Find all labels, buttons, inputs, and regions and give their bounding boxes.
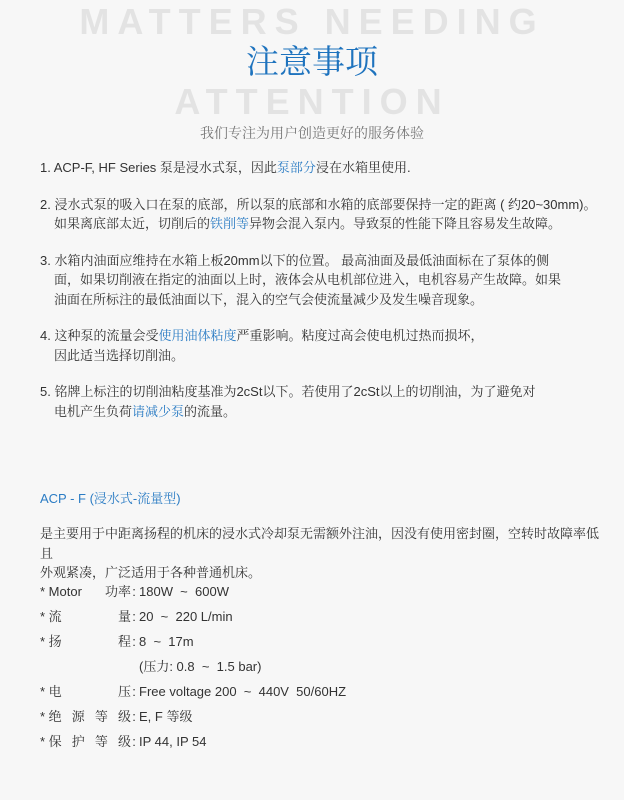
spec-label (40, 682, 131, 707)
spec-colon: : (132, 709, 136, 724)
spec-row (40, 732, 346, 757)
spec-label (40, 657, 131, 682)
notice-text: 浸在水箱里使用. (315, 160, 411, 175)
section-title: ACP - F (浸水式-流量型) (40, 491, 181, 506)
page-title: 注意事项 (246, 43, 378, 80)
spec-label (40, 732, 131, 757)
section-description (40, 524, 610, 583)
notice-text: 严重影响。粘度过高会使电机过热而损坏， (236, 328, 484, 343)
spec-label-part: 源 (71, 709, 85, 724)
notice-list (40, 158, 610, 438)
notice-text: 如果离底部太近，切削后的 (54, 216, 211, 231)
notice-text: 1. ACP-F, HF Series 泵是浸水式泵，因此 (40, 160, 277, 175)
spec-label-part: 量 (117, 609, 131, 624)
notice-item (40, 251, 610, 310)
notice-text: 电机产生负荷 (54, 403, 133, 419)
spec-row (40, 632, 346, 657)
spec-colon: : (132, 584, 136, 599)
spec-colon: : (132, 734, 136, 749)
notice-text: 4. 这种泵的流量会受 (40, 328, 159, 343)
spec-label-part: 程 (117, 634, 131, 649)
notice-text: 异物会混入泵内。导致泵的性能下降且容易发生故障。 (249, 216, 562, 231)
spec-label (40, 707, 131, 732)
notice-line (40, 326, 610, 346)
highlight-text: 使用油体粘度 (158, 328, 237, 343)
spec-value: E, F 等级 (139, 709, 193, 724)
highlight-text: 铁削等 (210, 216, 250, 231)
notice-line (40, 402, 610, 422)
highlight-text: 请减少泵 (132, 403, 185, 419)
spec-label-part: * 扬 (40, 634, 62, 649)
spec-label-part: 功率 (104, 584, 131, 599)
spec-row (40, 682, 346, 707)
spec-value: 8 ~ 17m (139, 634, 194, 649)
notice-text: 面，如果切削液在指定的油面以上时，液体会从电机部位进入，电机容易产生故障。如果 (54, 272, 562, 287)
notice-text: 的流量。 (184, 403, 237, 419)
spec-label (40, 607, 131, 632)
spec-value: 180W ~ 600W (139, 584, 229, 599)
notice-text: 油面在所标注的最低油面以下，混入的空气会使流量减少及发生噪音现象。 (54, 291, 484, 307)
spec-list (40, 582, 346, 757)
spec-value: IP 44, IP 54 (139, 734, 207, 749)
spec-row (40, 707, 346, 732)
description-line: 外观紧凑，广泛适用于各种普通机床。 (40, 565, 262, 580)
page-subtitle: 我们专注为用户创造更好的服务体验 (200, 125, 424, 141)
spec-label-part: 压 (117, 684, 131, 699)
notice-text: 5. 铭牌上标注的切削油粘度基准为2cSt以下。若使用了2cSt以上的切削油，为了避免对 (40, 384, 536, 399)
spec-label-part: * 保 (40, 734, 62, 749)
description-line: 是主要用于中距离扬程的机床的浸水式冷却泵无需额外注油，因没有使用密封圈，空转时故障率低且 (40, 526, 600, 561)
spec-value: 20 ~ 220 L/min (139, 609, 233, 624)
spec-value: Free voltage 200 ~ 440V 50/60HZ (139, 684, 347, 699)
spec-label-part: * 电 (40, 684, 62, 699)
spec-row (40, 607, 346, 632)
spec-label-part: 等 (94, 734, 108, 749)
spec-row (40, 582, 346, 607)
background-watermark-line1: MATTERS NEEDING (79, 1, 545, 42)
notice-text: 因此适当选择切削油。 (54, 347, 185, 363)
spec-label (40, 582, 131, 607)
spec-colon: : (132, 609, 136, 624)
notice-item (40, 382, 610, 421)
highlight-text: 泵部分 (276, 160, 316, 175)
spec-label-part: * Motor (40, 584, 82, 599)
notice-text: 2. 浸水式泵的吸入口在泵的底部，所以泵的底部和水箱的底部要保持一定的距离 ( 约20~30mm)。 (40, 196, 597, 212)
notice-line (40, 251, 610, 271)
background-watermark-line2: ATTENTION (174, 81, 450, 122)
notice-line (40, 290, 610, 310)
notice-line (40, 195, 610, 215)
notice-line (40, 158, 610, 178)
notice-item (40, 195, 610, 234)
notice-line (40, 270, 610, 290)
notice-item (40, 326, 610, 365)
spec-label-part: 级 (117, 734, 131, 749)
notice-line (40, 214, 610, 234)
spec-value: (压力: 0.8 ~ 1.5 bar) (139, 659, 262, 674)
spec-label-part: 等 (94, 709, 108, 724)
spec-colon: : (132, 684, 136, 699)
spec-label (40, 632, 131, 657)
spec-row (40, 657, 346, 682)
notice-item (40, 158, 610, 178)
notice-text: 3. 水箱内油面应维持在水箱上板20mm以下的位置。 最高油面及最低油面标在了泵体的侧 (40, 252, 550, 268)
notice-line (40, 382, 610, 402)
spec-label-part: * 流 (40, 609, 62, 624)
notice-line (40, 346, 610, 366)
spec-label-part: 护 (71, 734, 85, 749)
spec-colon: : (132, 634, 136, 649)
spec-label-part: 级 (117, 709, 131, 724)
spec-label-part: * 绝 (40, 709, 62, 724)
